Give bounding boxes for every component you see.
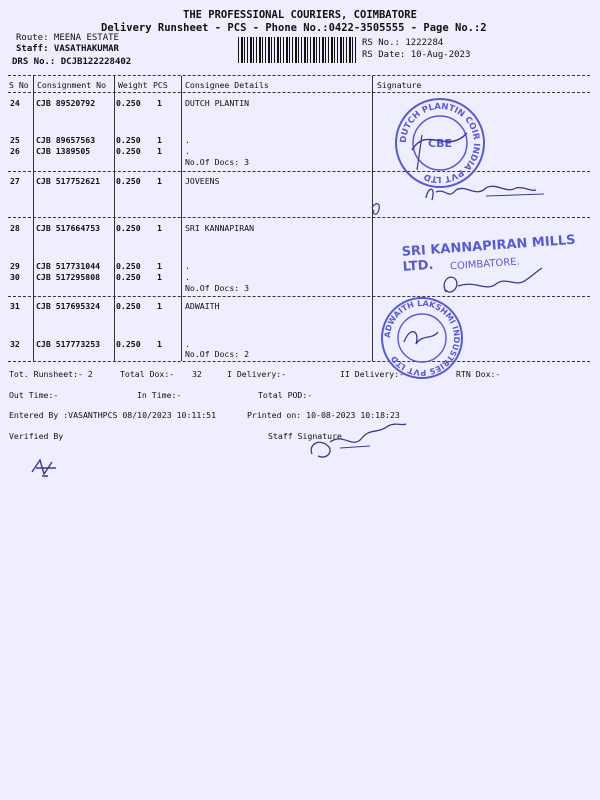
barcode [238,37,356,63]
row-pcs: 1 [157,135,162,145]
column-line [181,76,182,361]
row-consignee: . [185,135,190,145]
row-pcs: 1 [157,272,162,282]
row-pcs: 1 [157,98,162,108]
row-sno: 25 [10,135,20,145]
adwaith-stamp-ring-text: ADWAITH LAKSHMI INDUSTRIES PVT LTD [382,298,462,378]
row-consignee: DUTCH PLANTIN [185,98,250,108]
row-weight: 0.250 [116,176,141,186]
row-consignment: CJB 89657563 [36,135,96,145]
row-consignee: . [185,339,190,349]
row-consignment: CJB 517731044 [36,261,101,271]
divider [8,361,590,362]
out-time: Out Time:- [9,390,59,400]
row-weight: 0.250 [116,146,141,156]
row-consignment: CJB 517752621 [36,176,101,186]
column-line [114,76,115,361]
col-consignee: Consignee Details [185,80,269,90]
row-consignee: . [185,272,190,282]
divider [8,75,590,76]
row-consignment: CJB 1389505 [36,146,91,156]
docs-count: No.Of Docs: 3 [185,157,250,167]
adwaith-stamp [376,296,468,380]
row-sno: 29 [10,261,20,271]
kannapiran-stamp-name: SRI KANNAPIRAN MILLS LTD. [401,232,577,275]
row-weight: 0.250 [116,223,141,233]
col-consignment: Consignment No [37,80,107,90]
col-signature: Signature [377,80,422,90]
ii-delivery: II Delivery:- [340,369,405,379]
signature-joveens [366,178,556,218]
row-pcs: 1 [157,261,162,271]
row-weight: 0.250 [116,135,141,145]
kannapiran-stamp-city: COIMBATORE. [449,256,521,273]
staff-signature [300,420,410,462]
row-weight: 0.250 [116,339,141,349]
col-pcs: PCS [153,80,168,90]
row-pcs: 1 [157,146,162,156]
row-consignment: CJB 517664753 [36,223,101,233]
total-dox-label: Total Dox:- [120,369,175,379]
rs-number: RS No.: 1222284 [362,38,444,48]
docs-count: No.Of Docs: 3 [185,283,250,293]
staff-signature-label: Staff Signature [268,431,342,441]
row-consignment: CJB 517773253 [36,339,101,349]
total-dox-value: 32 [192,369,202,379]
row-consignee: . [185,261,190,271]
total-runsheet: Tot. Runsheet:- 2 [9,369,93,379]
row-consignee: JOVEENS [185,176,220,186]
row-sno: 31 [10,301,20,311]
entered-by: Entered By :VASANTHPCS 08/10/2023 10:11:51 [9,410,217,420]
divider [8,92,590,93]
row-sno: 30 [10,272,20,282]
rtn-dox: RTN Dox:- [456,369,501,379]
row-sno: 24 [10,98,20,108]
docs-count: No.Of Docs: 2 [185,349,250,359]
row-weight: 0.250 [116,98,141,108]
company-name: THE PROFESSIONAL COURIERS, COIMBATORE [183,9,417,21]
route-label: Route: MEENA ESTATE [16,33,119,43]
total-pod: Total POD:- [258,390,313,400]
row-pcs: 1 [157,339,162,349]
row-pcs: 1 [157,223,162,233]
staff-label: Staff: VASATHAKUMAR [16,44,119,54]
row-consignee: SRI KANNAPIRAN [185,223,255,233]
row-consignment: CJB 517295808 [36,272,101,282]
row-pcs: 1 [157,176,162,186]
row-consignment: CJB 89520792 [36,98,96,108]
row-sno: 32 [10,339,20,349]
row-consignee: ADWAITH [185,301,220,311]
divider [8,171,590,172]
coir-stamp-center: CBE [428,137,452,150]
coir-stamp [392,95,488,191]
rs-date: RS Date: 10-Aug-2023 [362,50,471,60]
row-weight: 0.250 [116,261,141,271]
drs-number: DRS No.: DCJB122228402 [12,57,132,67]
printed-on: Printed on: 10-08-2023 10:18:23 [247,410,400,420]
row-consignment: CJB 517695324 [36,301,101,311]
in-time: In Time:- [137,390,182,400]
row-sno: 27 [10,176,20,186]
verified-by: Verified By [9,431,64,441]
row-pcs: 1 [157,301,162,311]
row-sno: 28 [10,223,20,233]
i-delivery: I Delivery:- [227,369,287,379]
column-line [372,76,373,361]
col-weight: Weight [118,80,148,90]
col-sno: S No [9,80,29,90]
row-sno: 26 [10,146,20,156]
runsheet-subtitle: Delivery Runsheet - PCS - Phone No.:0422-3505555 - Page No.:2 [101,22,487,34]
row-weight: 0.250 [116,301,141,311]
column-line [33,76,34,361]
coir-stamp-ring-text: DUTCH PLANTIN COIR INDIA PVT LTD [398,101,482,185]
verified-mark [28,454,60,480]
row-weight: 0.250 [116,272,141,282]
row-consignee: . [185,146,190,156]
